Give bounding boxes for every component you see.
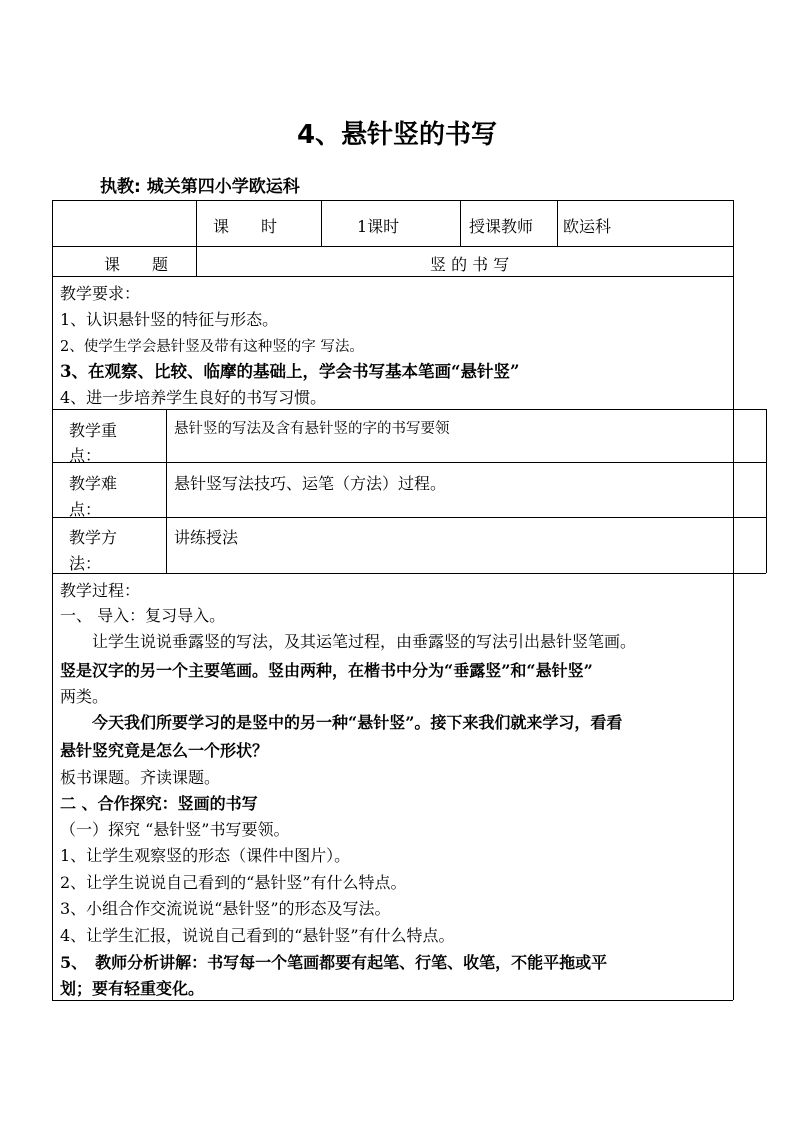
focus-label-difficulty-2: 点：: [69, 500, 102, 519]
process-line: 竖是汉字的另一个主要笔画。竖由两种，在楷书中分为“垂露竖”和“悬针竖”: [60, 661, 593, 680]
process-line: 4、让学生汇报，说说自己看到的“悬针竖”有什么特点。: [60, 926, 455, 945]
process-heading: 教学过程：: [60, 581, 141, 600]
process-line: 二 、合作探究：竖画的书写: [60, 794, 258, 813]
class-hours-value: 1课时: [357, 217, 400, 236]
requirements-heading: 教学要求：: [60, 284, 141, 303]
process-line: 两类。: [60, 687, 109, 706]
topic-label: 课 题: [104, 255, 169, 274]
process-line: 今天我们所要学习的是竖中的另一种“悬针竖”。接下来我们就来学习，看看: [60, 713, 623, 732]
teacher-value: 欧运科: [563, 217, 612, 236]
process-line: 5、 教师分析讲解：书写每一个笔画都要有起笔、行笔、收笔，不能平拖或平: [60, 953, 608, 972]
focus-label-method: 教学方: [69, 528, 118, 547]
class-hours-label: 课 时: [213, 217, 278, 236]
focus-label-method-2: 法：: [69, 554, 102, 573]
process-line: 板书课题。齐读课题。: [60, 768, 221, 787]
focus-value-method: 讲练授法: [174, 528, 239, 547]
page-title: 4、悬针竖的书写: [296, 120, 498, 150]
focus-value-key: 悬针竖的写法及含有悬针竖的字的书写要领: [174, 421, 450, 437]
process-line: 让学生说说垂露竖的写法，及其运笔过程，由垂露竖的写法引出悬针竖笔画。: [60, 632, 637, 651]
process-line: 一、 导入：复习导入。: [60, 606, 226, 625]
requirement-item: 2、使学生学会悬针竖及带有这种竖的字 写法。: [60, 339, 364, 355]
topic-value: 竖 的 书 写: [430, 255, 510, 274]
process-line: 悬针竖究竟是怎么一个形状？: [60, 741, 269, 760]
requirement-item: 4、进一步培养学生良好的书写习惯。: [60, 388, 327, 407]
focus-label-key-2: 点：: [69, 446, 102, 465]
process-line: 划；要有轻重变化。: [60, 979, 205, 998]
teacher-label: 授课教师: [469, 217, 534, 236]
process-line: 1、让学生观察竖的形态（课件中图片）。: [60, 846, 351, 865]
process-line: 2、让学生说说自己看到的“悬针竖”有什么特点。: [60, 873, 407, 892]
focus-value-difficulty: 悬针竖写法技巧、运笔（方法）过程。: [174, 474, 447, 493]
focus-label-difficulty: 教学难: [69, 474, 118, 493]
focus-label-key: 教学重: [69, 421, 118, 440]
teacher-line: 执教: 城关第四小学欧运科: [100, 177, 300, 197]
process-line: （一）探究 “悬针竖”书写要领。: [60, 820, 290, 839]
requirement-item: 3、在观察、比较、临摩的基础上，学会书写基本笔画“悬针竖”: [60, 362, 520, 381]
requirement-item: 1、认识悬针竖的特征与形态。: [60, 310, 279, 329]
process-line: 3、小组合作交流说说“悬针竖”的形态及写法。: [60, 899, 391, 918]
